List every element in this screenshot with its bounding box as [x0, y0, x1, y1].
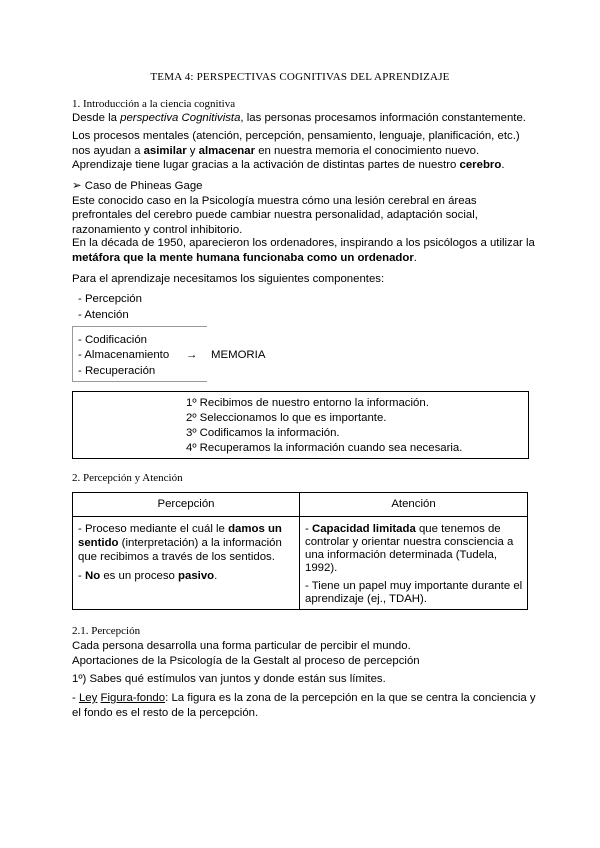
section-1-heading: 1. Introducción a la ciencia cognitiva: [72, 98, 236, 110]
figura-fondo-line-1: - Ley Figura-fondo: La figura es la zona de la percepción en la que se centra la conciencia y: [72, 692, 536, 704]
section-2-heading: 2. Percepción y Atención: [72, 472, 183, 484]
decade-paragraph: [72, 236, 535, 265]
components-intro-text: Para el aprendizaje necesitamos los siguientes componentes:: [72, 273, 385, 285]
step-3: 3º Codificamos la información.: [186, 427, 340, 439]
header-percepcion: Percepción: [73, 493, 300, 517]
perc-line-3: que recibimos a través de los sentidos.: [78, 551, 275, 563]
component-recuperacion: - Recuperación: [78, 365, 156, 377]
phineas-line-2: prefrontales del cerebro puede cambiar nuestra personalidad, adaptación social,: [72, 209, 478, 222]
decade-line-1: En la década de 1950, aparecieron los ordenadores, inspirando a los psicólogos a utilizar la: [72, 237, 535, 249]
components-intro: [72, 272, 532, 287]
section-2-1-heading: 2.1. Percepción: [72, 625, 141, 637]
at-line-4: 1992).: [305, 562, 338, 574]
perception-attention-table: [72, 492, 528, 610]
step-4: 4º Recuperamos la información cuando sea necesaria.: [186, 442, 463, 454]
processes-line-2: nos ayudan a asimilar y almacenar en nuestra memoria el conocimiento nuevo.: [72, 144, 480, 157]
component-percepcion: - Percepción: [78, 293, 142, 305]
gestalt-line-1: 1º) Sabes qué estímulos van juntos y donde están sus límites.: [72, 673, 386, 685]
component-almacenamiento: - Almacenamiento: [78, 349, 170, 361]
intro-paragraphs: [72, 111, 532, 126]
phineas-line-1: Este conocido caso en la Psicología muestra cómo una lesión cerebral en áreas: [72, 194, 477, 207]
figura-fondo-line-2: el fondo es el resto de la percepción.: [72, 706, 259, 719]
cell-percepcion: [73, 517, 300, 610]
at-line-3: una información determinada (Tudela,: [305, 549, 498, 561]
memoria-label: MEMORIA: [211, 349, 266, 361]
step-2: 2º Seleccionamos lo que es importante.: [186, 412, 387, 424]
step-1: 1º Recibimos de nuestro entorno la información.: [186, 397, 429, 409]
at-line-5: - Tiene un papel muy importante durante el: [305, 580, 523, 592]
cell-atencion: [300, 517, 528, 610]
header-atencion: Atención: [300, 493, 528, 517]
percepcion-paragraph: [72, 639, 532, 668]
processes-paragraph: [72, 129, 532, 173]
processes-line-3: Aprendizaje tiene lugar gracias a la activación de distintas partes de nuestro cerebro.: [72, 159, 505, 172]
perc-line-4: - No es un proceso pasivo.: [78, 570, 218, 582]
phineas-line-3: razonamiento y control inhibitorio.: [72, 223, 243, 236]
phineas-gage-title: ➢ Caso de Phineas Gage: [72, 180, 203, 192]
decade-line-2: metáfora que la mente humana funcionaba como un ordenador.: [72, 251, 417, 264]
right-arrow-icon: →: [186, 349, 198, 361]
intro-line-1: Desde la perspectiva Cognitivista, las personas procesamos información constantemente.: [72, 112, 526, 124]
arrow-bullet-icon: ➢: [72, 180, 82, 192]
processes-line-1: Los procesos mentales (atención, percepción, pensamiento, lenguaje, planificación, etc.): [72, 130, 520, 142]
perc-line-1: - Proceso mediante el cuál le damos un: [78, 523, 282, 535]
at-line-1: - Capacidad limitada que tenemos de: [305, 523, 501, 535]
perc-para-line-2: Aportaciones de la Psicología de la Gestalt al proceso de percepción: [72, 654, 420, 667]
component-codificacion: - Codificación: [78, 334, 148, 346]
component-atencion: - Atención: [78, 309, 129, 321]
perc-line-2: sentido (interpretación) a la información: [78, 537, 282, 549]
at-line-6: aprendizaje (ej., TDAH).: [305, 593, 427, 605]
at-line-2: controlar y orientar nuestra consciencia a: [305, 536, 514, 548]
gestalt-point-1: [72, 672, 532, 687]
perc-para-line-1: Cada persona desarrolla una forma particular de percibir el mundo.: [72, 640, 411, 652]
page-title: TEMA 4: PERSPECTIVAS COGNITIVAS DEL APRENDIZAJE: [150, 71, 450, 83]
steps-box: [72, 391, 529, 459]
figura-fondo-paragraph: [72, 691, 536, 720]
phineas-gage-block: [72, 179, 532, 237]
